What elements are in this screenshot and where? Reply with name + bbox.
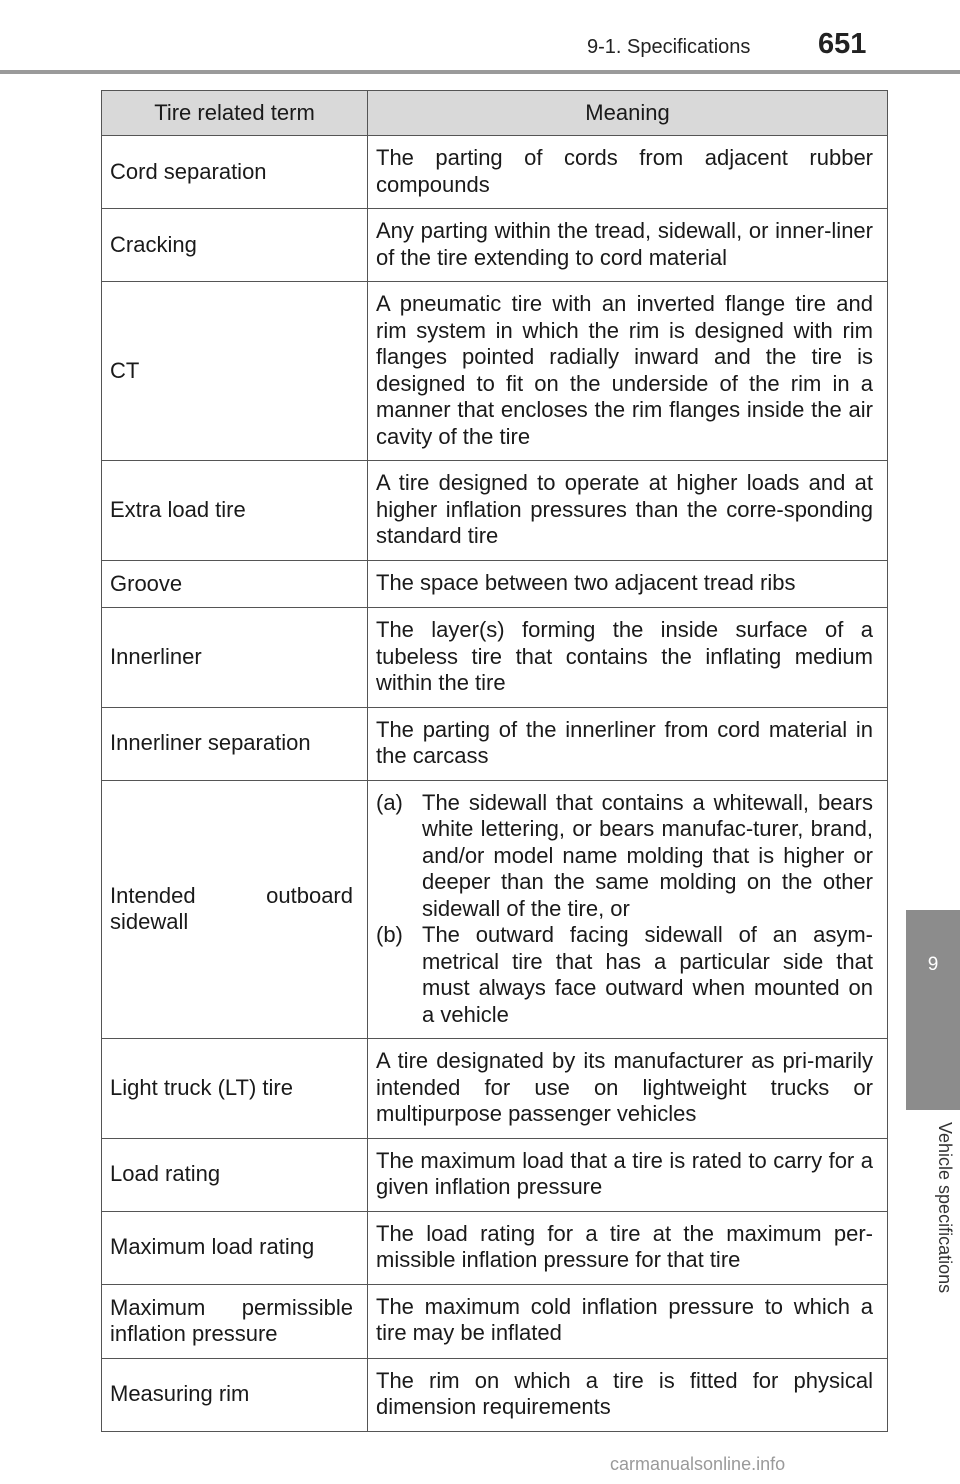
term-cell: Measuring rim: [102, 1358, 368, 1431]
meaning-cell: The maximum cold inflation pressure to which a tire may be inflated: [368, 1284, 888, 1358]
tire-terms-table: [101, 90, 888, 1432]
list-marker: (b): [376, 922, 403, 947]
header-divider: [0, 70, 960, 74]
meaning-list-item: [376, 922, 873, 1028]
meaning-cell: The parting of cords from adjacent rubber compounds: [368, 136, 888, 209]
term-cell: Extra load tire: [102, 461, 368, 561]
meaning-cell: The parting of the innerliner from cord material in the carcass: [368, 707, 888, 780]
table-row: [102, 209, 888, 282]
meaning-cell: The layer(s) forming the inside surface of a tubeless tire that contains the inflating medium within the tire: [368, 608, 888, 708]
term-cell: Light truck (LT) tire: [102, 1039, 368, 1139]
meaning-list-item: [376, 790, 873, 923]
term-cell: Maximum permissible inflation pressure: [102, 1284, 368, 1358]
table-row: [102, 608, 888, 708]
term-cell: Groove: [102, 560, 368, 608]
table-row: [102, 1358, 888, 1431]
term-cell: CT: [102, 282, 368, 461]
table-row: [102, 1284, 888, 1358]
term-cell: Cracking: [102, 209, 368, 282]
page-number: 651: [818, 28, 867, 60]
chapter-tab: [906, 910, 960, 1110]
meaning-cell: A tire designated by its manufacturer as pri-marily intended for use on lightweight trucks or multipurpose passenger vehicles: [368, 1039, 888, 1139]
meaning-cell: [368, 780, 888, 1039]
table-row: [102, 1211, 888, 1284]
term-cell: Cord separation: [102, 136, 368, 209]
table-row: [102, 707, 888, 780]
list-text: The sidewall that contains a whitewall, bears white lettering, or bears manufac-turer, brand, and/or model name molding that is higher or deeper than the same molding on the other sidewall of the tire, or: [422, 789, 873, 921]
chapter-number: 9: [927, 954, 939, 975]
term-cell: Maximum load rating: [102, 1211, 368, 1284]
table-row: [102, 136, 888, 209]
page-header: [0, 0, 960, 78]
term-cell: Load rating: [102, 1138, 368, 1211]
meaning-cell: The maximum load that a tire is rated to carry for a given inflation pressure: [368, 1138, 888, 1211]
watermark: carmanualsonline.info: [610, 1454, 786, 1474]
term-cell: Innerliner separation: [102, 707, 368, 780]
table-row: [102, 461, 888, 561]
meaning-cell: The space between two adjacent tread ribs: [368, 560, 888, 608]
section-title: 9-1. Specifications: [587, 36, 751, 58]
table-row: [102, 1138, 888, 1211]
column-header-term: Tire related term: [102, 91, 368, 136]
chapter-title: Vehicle specifications: [935, 1122, 955, 1294]
table-header-row: [102, 91, 888, 136]
meaning-cell: The load rating for a tire at the maximum per-missible inflation pressure for that tire: [368, 1211, 888, 1284]
meaning-cell: A pneumatic tire with an inverted flange tire and rim system in which the rim is designed with rim flanges pointed radially inward and the tire is designed to fit on the underside of the rim in a manner that encloses the rim flanges inside the air cavity of the tire: [368, 282, 888, 461]
table-row: [102, 1039, 888, 1139]
meaning-cell: A tire designed to operate at higher loads and at higher inflation pressures than the corre-sponding standard tire: [368, 461, 888, 561]
list-marker: (a): [376, 789, 403, 815]
meaning-cell: Any parting within the tread, sidewall, or inner-liner of the tire extending to cord material: [368, 209, 888, 282]
term-cell: Innerliner: [102, 608, 368, 708]
table-row: [102, 282, 888, 461]
term-cell: Intended outboard sidewall: [102, 780, 368, 1039]
table-row: [102, 780, 888, 1039]
table-row: [102, 560, 888, 608]
meaning-cell: The rim on which a tire is fitted for physical dimension requirements: [368, 1358, 888, 1431]
list-text: The outward facing sidewall of an asym-metrical tire that has a particular side that must always face outward when mounted on a vehicle: [422, 922, 873, 1027]
column-header-meaning: Meaning: [368, 91, 888, 136]
